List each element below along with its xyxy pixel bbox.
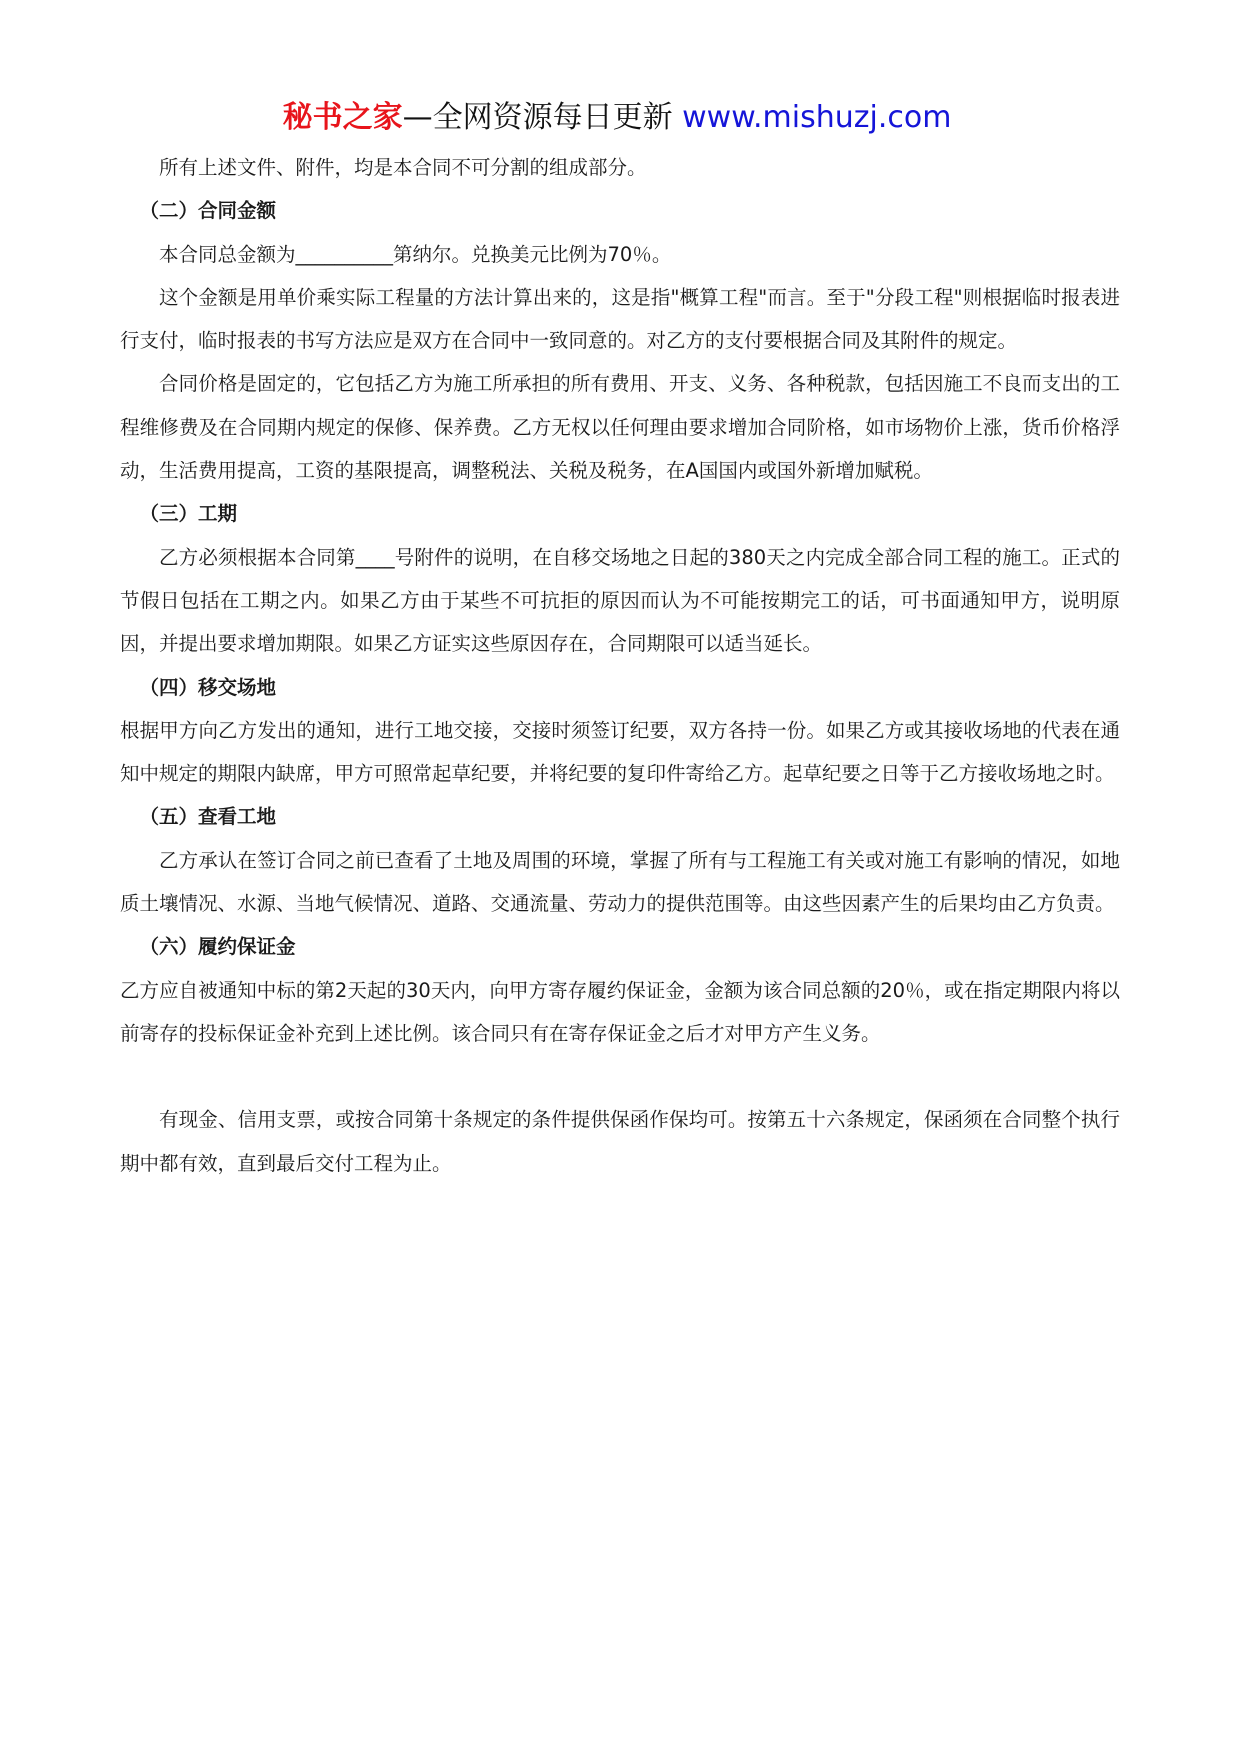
header-slogan: —全网资源每日更新 (402, 100, 683, 135)
section-heading-site-inspection: （五）查看工地 (139, 805, 277, 829)
paragraph-amount-calculation: 这个金额是用单价乘实际工程量的方法计算出来的，这是指"概算工程"而言。至于"分段工程"则根据临时报表进行支付，临时报表的书写方法应是双方在合同中一致同意的。对乙方的支付要根据合同及其附件的规定。 (120, 285, 1120, 353)
paragraph-spacer (120, 1055, 1120, 1098)
paragraph-total-amount: 本合同总金额为__________第纳尔。兑换美元比例为70％。 (159, 242, 672, 266)
document-body (120, 146, 1120, 1185)
paragraph-duration: 乙方必须根据本合同第____号附件的说明，在自移交场地之日起的380天之内完成全部合同工程的施工。正式的节假日包括在工期之内。如果乙方由于某些不可抗拒的原因而认为不可能按期完工的话，可书面通知甲方，说明原因，并提出要求增加期限。如果乙方证实这些原因存在，合同期限可以适当延长。 (120, 545, 1120, 656)
paragraph-site-handover: 根据甲方向乙方发出的通知，进行工地交接，交接时须签订纪要，双方各持一份。如果乙方或其接收场地的代表在通知中规定的期限内缺席，甲方可照常起草纪要，并将纪要的复印件寄给乙方。起草纪要之日等于乙方接收场地之时。 (120, 718, 1120, 786)
paragraph-performance-bond: 乙方应自被通知中标的第2天起的30天内，向甲方寄存履约保证金，金额为该合同总额的20％，或在指定期限内将以前寄存的投标保证金补充到上述比例。该合同只有在寄存保证金之后才对甲方产生义务。 (120, 978, 1120, 1045)
paragraph-site-inspection: 乙方承认在签订合同之前已查看了土地及周围的环境，掌握了所有与工程施工有关或对施工有影响的情况，如地质土壤情况、水源、当地气候情况、道路、交通流量、劳动力的提供范围等。由这些因素产生的后果均由乙方负责。 (120, 848, 1120, 916)
header-site-link[interactable]: www.mishuzj.com (682, 100, 952, 135)
page-header (0, 100, 1234, 136)
header-brand: 秘书之家 (282, 100, 403, 135)
paragraph-fixed-price: 合同价格是固定的，它包括乙方为施工所承担的所有费用、开支、义务、各种税款，包括因施工不良而支出的工程维修费及在合同期内规定的保修、保养费。乙方无权以任何理由要求增加合同阶格，如市场物价上涨，货币价格浮动，生活费用提高，工资的基限提高，调整税法、关税及税务，在A国国内或国外新增加赋税。 (120, 372, 1120, 483)
paragraph-guarantee-forms: 有现金、信用支票，或按合同第十条规定的条件提供保函作保均可。按第五十六条规定，保函须在合同整个执行期中都有效，直到最后交付工程为止。 (120, 1108, 1120, 1175)
section-heading-site-handover: （四）移交场地 (139, 675, 277, 699)
section-heading-contract-amount: （二）合同金额 (139, 199, 277, 223)
section-heading-performance-bond: （六）履约保证金 (139, 935, 296, 959)
paragraph-attachments: 所有上述文件、附件，均是本合同不可分割的组成部分。 (159, 156, 647, 179)
section-heading-duration: （三）工期 (139, 502, 238, 526)
